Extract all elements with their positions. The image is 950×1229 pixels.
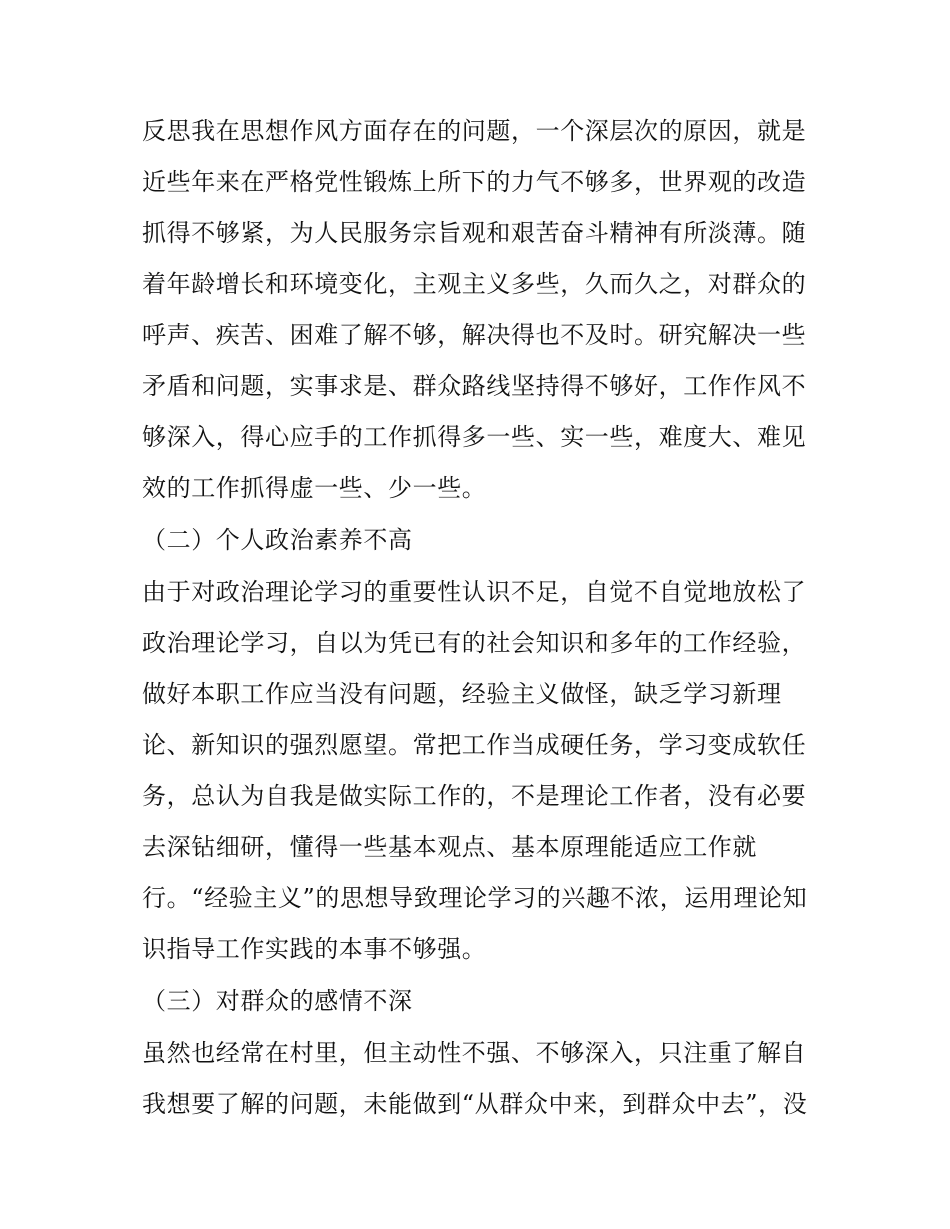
paragraph-line: 反思我在思想作风方面存在的问题，一个深层次的原因，就是 [142,117,807,145]
paragraph-line: 呼声、疾苦、困难了解不够，解决得也不及时。研究解决一些 [142,321,807,349]
paragraph-line: 识指导工作实践的本事不够强。 [142,935,487,963]
paragraph-line: 近些年来在严格党性锻炼上所下的力气不够多，世界观的改造 [142,168,807,196]
paragraph-line: 政治理论学习，自以为凭已有的社会知识和多年的工作经验， [142,629,807,657]
section-heading-2: （二）个人政治素养不高 [142,526,413,554]
paragraph-line: 行。“经验主义”的思想导致理论学习的兴趣不浓，运用理论知 [142,884,808,912]
paragraph-line: 去深钻细研，懂得一些基本观点、基本原理能适应工作就 [142,833,757,861]
paragraph-line: 做好本职工作应当没有问题，经验主义做怪，缺乏学习新理 [142,680,782,708]
paragraph-line: 抓得不够紧，为人民服务宗旨观和艰苦奋斗精神有所淡薄。随 [142,219,807,247]
paragraph-line: 着年龄增长和环境变化，主观主义多些，久而久之，对群众的 [142,270,807,298]
paragraph-line: 务，总认为自我是做实际工作的，不是理论工作者，没有必要 [142,782,807,810]
paragraph-line: 由于对政治理论学习的重要性认识不足，自觉不自觉地放松了 [142,578,807,606]
section-heading-3: （三）对群众的感情不深 [142,987,413,1015]
paragraph-line: 效的工作抓得虚一些、少一些。 [142,474,487,502]
paragraph-line: 矛盾和问题，实事求是、群众路线坚持得不够好，工作作风不 [142,372,807,400]
paragraph-line: 够深入，得心应手的工作抓得多一些、实一些，难度大、难见 [142,423,807,451]
paragraph-line: 虽然也经常在村里，但主动性不强、不够深入，只注重了解自 [142,1039,807,1067]
document-body [142,106,822,1130]
paragraph-line: 论、新知识的强烈愿望。常把工作当成硬任务，学习变成软任 [142,731,807,759]
paragraph-line: 我想要了解的问题，未能做到“从群众中来，到群众中去”，没 [142,1090,808,1118]
